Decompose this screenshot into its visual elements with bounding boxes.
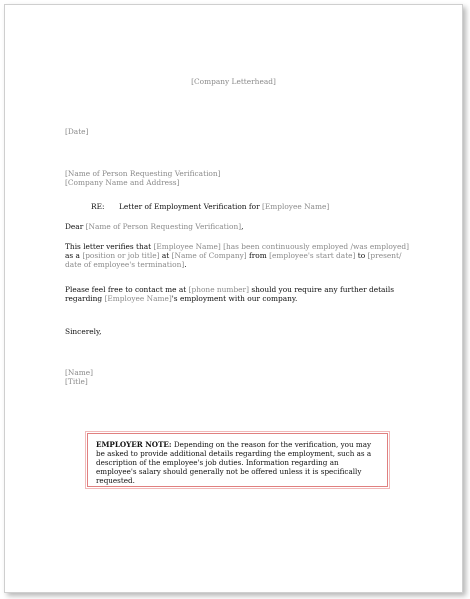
body1-text-5: to <box>355 251 368 260</box>
salutation-comma: , <box>241 222 244 231</box>
body2-text-1: Please feel free to contact me at <box>65 285 189 294</box>
employer-note-label: EMPLOYER NOTE: <box>96 440 172 449</box>
body1-text-1: This letter verifies that <box>65 242 154 251</box>
salutation <box>65 222 243 231</box>
re-label: RE: <box>91 202 105 211</box>
re-employee-name: [Employee Name] <box>261 202 330 211</box>
recipient-company-address: [Company Name and Address] <box>65 178 180 187</box>
body2-phone-number: [phone number] <box>188 285 249 294</box>
body1-employment-status: [has been continuously employed /was employed] <box>220 242 409 251</box>
verification-paragraph <box>65 242 410 269</box>
body2-text-3: 's employment with our company. <box>171 294 298 303</box>
body2-text-2: should you require any further details regarding <box>65 285 394 303</box>
subject-line <box>91 202 329 211</box>
body1-company-name: [Name of Company] <box>171 251 247 260</box>
signature-name: [Name] <box>65 368 94 377</box>
body1-text-3: at <box>159 251 172 260</box>
body1-position: [position or job title] <box>82 251 160 260</box>
date-placeholder: [Date] <box>65 127 89 136</box>
employer-note-box <box>87 433 388 487</box>
employer-note-text: Depending on the reason for the verification, you may be asked to provide additional details regarding the employment, such as a description of the employee's job duties. Information regarding an employee's salary should generally not be offered unless it is specifically requested. <box>96 440 372 485</box>
body1-text-6: . <box>184 260 187 269</box>
contact-paragraph <box>65 285 410 303</box>
body1-employee-name: [Employee Name] <box>153 242 221 251</box>
body1-start-date: [employee's start date] <box>269 251 356 260</box>
body1-text-4: from <box>246 251 270 260</box>
salutation-dear: Dear <box>65 222 86 231</box>
body2-employee-name: [Employee Name] <box>104 294 172 303</box>
body1-text-2: as a <box>65 251 83 260</box>
signature-block <box>65 368 93 386</box>
re-subject: Letter of Employment Verification for <box>119 202 262 211</box>
company-letterhead: [Company Letterhead] <box>191 77 276 86</box>
signature-title: [Title] <box>65 377 88 386</box>
closing: Sincerely, <box>65 327 102 336</box>
recipient-block <box>65 169 221 187</box>
body1-end-date: [present/ date of employee's termination] <box>65 251 402 269</box>
letter-page <box>4 4 463 593</box>
recipient-name: [Name of Person Requesting Verification] <box>65 169 221 178</box>
salutation-name: [Name of Person Requesting Verification] <box>85 222 242 231</box>
